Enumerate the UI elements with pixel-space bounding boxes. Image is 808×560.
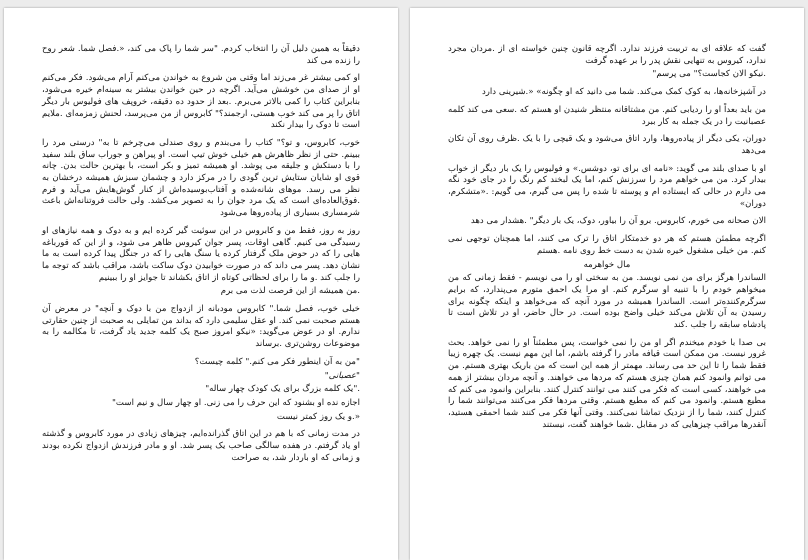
paragraph: خوب، کابروس، و تو؟" کتاب را می‌بندم و روی صندلی می‌چرخم تا به" درستی مرد را ببینم. حتی از نظر ظاهرش هم خیلی خوش تیپ است. او پیراهن و جوراب ساق بلند سفید را با دستکش و جلیقه می پوشد. او همیشه تمیز و بکر است، با بهترین حالت بدن. چانه قوی او شایان ستایش ترین گودی را در مرکز دارد و چشمان سبزش همیشه درخشان به نظر می رسد. موهای شانه‌شده و آفتاب‌بوسیده‌اش از کنار گوش‌هایش می‌آید و فرم .فوق‌العاده‌ای است که یک مرد جوان را به تصویر می‌کشد. ولی حالت فروتنانه‌اش باعث شرمساری بسیاری از پیاده‌روها می‌شود (42, 137, 360, 219)
paragraph: مال خواهرمه (583, 259, 631, 270)
paragraph: .من همیشه از این فرصت لذت می برم (220, 286, 360, 297)
paragraph: دوران، یکی دیگر از پیاده‌روها، وارد اتاق می‌شود و یک قیچی را با یک .ظرف روی آن تکان می‌دهد (448, 134, 766, 156)
paragraph: من باید بعداً او را ردیابی کنم. من مشتاقانه منتظر شنیدن او هستم که .سعی می کند کلمه عصبانیت را در یک جمله به کار ببرد (448, 104, 766, 127)
paragraph: «.و یک روز کمتر نیست (276, 411, 360, 422)
paragraph: .نیکو الان کجاست؟" می پرسم" (652, 69, 766, 80)
paragraph: روز به روز، فقط من و کابروس در این سوئیت گیر کرده ایم و به دوک و همه نیازهای او رسیدگی می کنیم. گاهی اوقات، پسر جوان کیروس ظاهر می شود، و از این که قورباغه هایی را که در حوض ملک گرفتار کرده یا سنگ هایی را که در جنگل پیدا کرده است به ما نشان دهد. پسر می داند که در صورت خوابیدن دوک ساکت باشد، مراقب باشد که توجه ما را جلب کند .و ما را برای لحظاتی کوتاه از اتاق بکشاند تا جوایز او را ببینیم (42, 225, 360, 283)
document-page-left (4, 8, 398, 560)
paragraph: الساندرا هرگز برای من نمی نویسد. من به سختی او را می نویسم - فقط زمانی که من میخواهم خودم را با تنبیه او سرگرم کنم. او مرا یک احمق متورم می‌پندارد، که برایم سرگرم‌کننده‌تر است. الساندرا همیشه در مورد آنچه که می‌خواهد و اینکه چگونه برای رسیدن به آن تلاش می‌کند خیلی واضح بوده است. در حال حاضر، او در تلاش است تا پادشاه سابقه را جلب .کند (448, 273, 766, 331)
paragraph: او کمی بیشتر غر می‌زند اما وقتی من شروع به خواندن می‌کنم آرام می‌شود. فکر می‌کنم او از صدای من خوشش می‌آید. اگرچه در حین خواندن بیشتر به سینه‌ام خیره می‌شود، بنابراین کتاب را کمی بالاتر می‌برم. .بعد از حدود ده دقیقه، خروپف های فولیوس بار دیگر اتاق را پر می کند خوب هستی، ارجمند؟" کابروس از من می‌پرسد، لحنش زمزمه‌ای .ملایم است تا دوک را بیدار نکند (42, 73, 360, 131)
paragraph: بی صدا با خودم میخندم اگر او من را نمی خواست، پس مطمئناً او را نمی خواهد. بحث غرور نیست. من ممکن است قیافه مادر را گرفته باشم، اما این مهم نیست. یک چهره زیبا فقط شما را تا این حد می رساند. مهمتر از همه این است که من باریک بهتری هستم. من می توانم وانمود کنم همان چیزی هستم که مردها می خواهند. و آنچه مردان بیشتر از همه می خواهند، کسی است که فکر می کنند می توانند کنترل کنند. بنابراین وانمود می کنم که مطیع هستم. وانمود می کنم که مطیع هستم. وقتی مردها فکر می‌کنند می‌توانند شما را کنترل کنند، شما را از نزدیک تماشا نمی‌کنند. وقتی آنها فکر می کنند شما احمقی هستید، آنقدرها مراقب چیزهایی که در مقابل .شما خواهند گفت، نیستند (448, 337, 766, 430)
page-text-column (42, 44, 360, 467)
paragraph: دقیقاً به همین دلیل آن را انتخاب کردم. "سر شما را پاک می کند، «.فصل شما. شعر روح را زنده می کند (42, 44, 360, 66)
paragraph: اگرچه مطمئن هستم که هر دو خدمتکار اتاق را ترک می کنند، اما همچنان توجهی نمی کنم. من خیلی مشغول خیره شدن به دست خط روی نامه .هستم (448, 234, 766, 256)
paragraph: ."یک کلمه بزرگ برای یک کودک چهار ساله" (205, 384, 360, 395)
document-page-right (410, 8, 804, 560)
paragraph: اجازه نده او بشنود که این حرف را می زنی. او چهار سال و نیم است" (111, 397, 360, 408)
paragraph: گفت که علاقه ای به تربیت فرزند ندارد. اگرچه قانون چنین خواسته ای از .مردان مجرد ندارد، کیروس به تنهایی نقش پدر را بر عهده گرفت (448, 44, 766, 66)
paragraph: خیلی خوب، فصل شما." کابروس مودبانه از ازدواج من با دوک و آنچه" در معرض آن هستم صحبت نمی کند. او عقل سلیمی دارد که بداند من تمایلی به صحبت از چنین حقارتی ندارم. او در عوض می‌گوید: «نیکو امروز صبح یک کلمه جدید یاد گرفت، تا مکالمه را به موضوعات روشن‌تری .برساند (42, 304, 360, 350)
paragraph: "من به آن اینطور فکر می کنم." کلمه چیست؟ (194, 356, 360, 367)
paragraph: او با صدای بلند می گوید: «نامه ای برای تو، دوشس.» و فولیوس را یک بار دیگر از خواب بیدار کرد. من می خواهم مرد را سرزنش کنم، اما یک لبخند کم رنگ را در جای خود نگه می دارم در حالی که ایستاده ام و پوسته تا شده را پس می گیرم، می گویم: .«متشکرم، دوران» (448, 163, 766, 209)
page-text-column (448, 44, 766, 433)
paragraph: در آشپزخانه‌ها، به کوک کمک می‌کند. شما می دانید که او چگونه» «.شیرینی دارد (481, 87, 766, 98)
paragraph: الان صحانه می خورم، کابروس. برو آن را بیاور، دوک، یک بار دیگر" .هشدار می دهد (470, 216, 766, 227)
paragraph: "عصبانی" (324, 370, 360, 381)
paragraph: در مدت زمانی که با هم در این اتاق گذرانده‌ایم، چیزهای زیادی در مورد کابروس و گذشته او یاد گرفتم. در هفده سالگی صاحب یک پسر شد. او و مادر فرزندش ازدواج نکرده بودند و زمانی که او باردار شد، به صراحت (42, 429, 360, 463)
